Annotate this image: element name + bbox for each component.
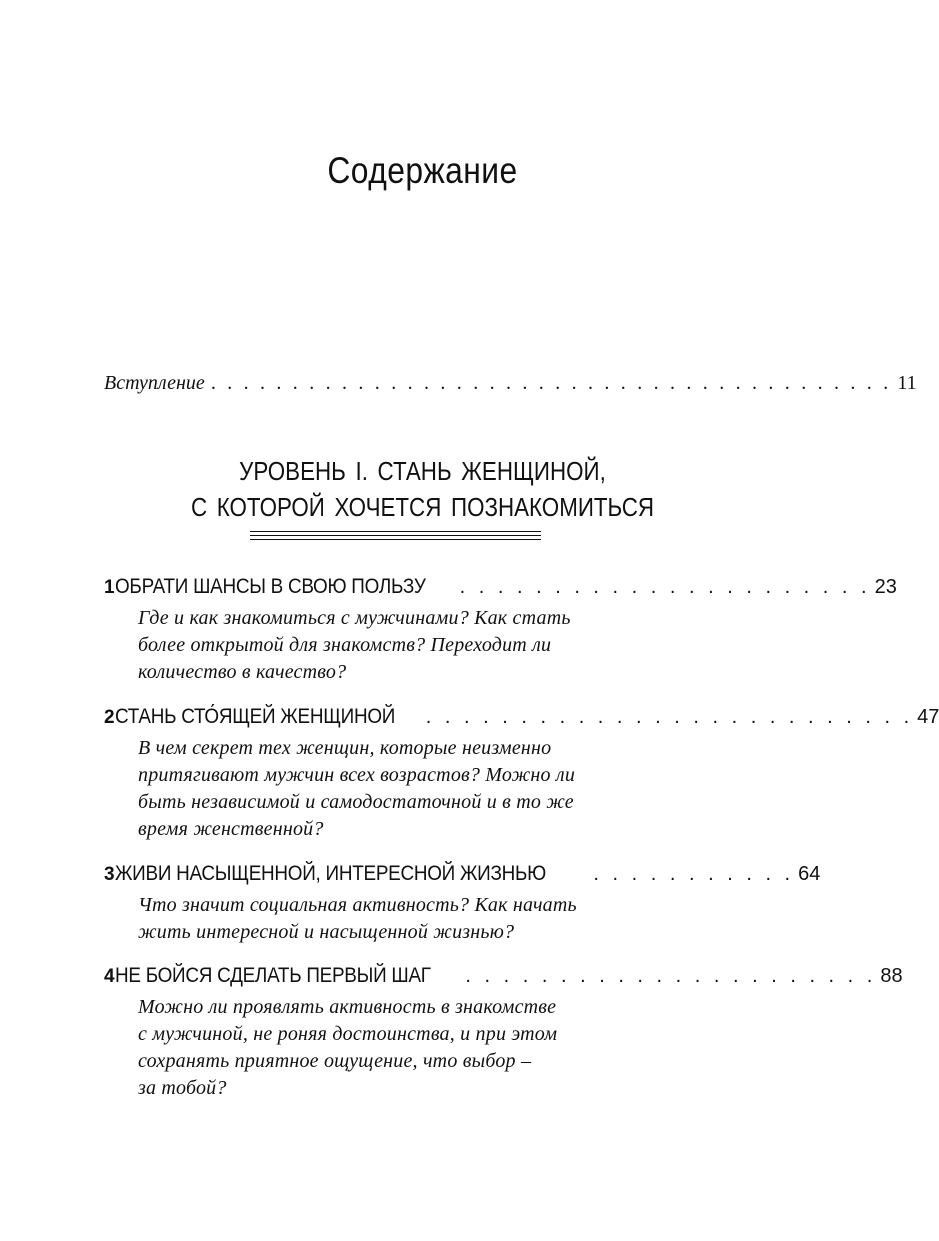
chapter-description <box>138 892 658 946</box>
chapter-number: 1 <box>104 577 115 598</box>
description-line: притягивают мужчин всех возрастов? Можно ли <box>138 764 576 786</box>
chapter-description <box>138 605 658 686</box>
description-line: более открытой для знакомств? Переходит ли <box>138 634 552 656</box>
toc-chapter-4[interactable] <box>104 964 903 1102</box>
chapter-page-number: 23 <box>874 576 897 598</box>
chapter-title: ОБРАТИ ШАНСЫ В СВОЮ ПОЛЬЗУ <box>114 575 426 598</box>
dot-leader: . . . . . . . . . . . . . . . . . . . . . . <box>465 965 877 987</box>
description-line: Где и как знакомиться с мужчинами? Как стать <box>138 607 571 629</box>
chapter-number: 4 <box>104 966 115 987</box>
chapter-page-number: 88 <box>880 965 903 987</box>
dot-leader: . . . . . . . . . . . . . . . . . . . . . . . . . . . . . . . . . . . . . . . . . . <box>210 372 892 394</box>
chapter-heading <box>104 964 903 994</box>
divider-rule <box>250 539 541 540</box>
description-line: сохранять приятное ощущение, что выбор – <box>138 1050 532 1072</box>
toc-page-number: 11 <box>897 372 917 394</box>
chapter-number: 2 <box>104 707 115 728</box>
divider-rule <box>250 531 541 532</box>
chapter-description <box>138 994 658 1102</box>
chapter-page-number: 47 <box>917 706 939 728</box>
chapter-number: 3 <box>104 864 115 885</box>
chapter-page-number: 64 <box>798 863 821 885</box>
description-line: количество в качество? <box>138 661 347 683</box>
dot-leader: . . . . . . . . . . . . . . . . . . . . . . <box>459 576 871 598</box>
chapter-title: СТАНЬ СТО́ЯЩЕЙ ЖЕНЩИНОЙ <box>114 705 395 728</box>
level-heading-line: С КОТОРОЙ ХОЧЕТСЯ ПОЗНАКОМИТЬСЯ <box>190 492 655 522</box>
toc-chapter-3[interactable] <box>104 862 821 946</box>
toc-chapter-1[interactable] <box>104 575 897 686</box>
description-line: Можно ли проявлять активность в знакомстве <box>138 996 557 1018</box>
toc-entry-intro[interactable] <box>104 372 917 402</box>
level-heading <box>59 453 786 525</box>
divider-rule <box>250 535 541 536</box>
description-line: за тобой? <box>138 1077 227 1099</box>
dot-leader: . . . . . . . . . . . <box>593 863 795 885</box>
toc-entry-label: Вступление <box>104 372 205 394</box>
description-line: Что значит социальная активность? Как начать <box>138 894 577 916</box>
level-heading-line: УРОВЕНЬ I. СТАНЬ ЖЕНЩИНОЙ, <box>239 456 606 486</box>
description-line: быть независимой и самодостаточной и в то же <box>138 791 574 813</box>
description-line: с мужчиной, не роняя достоинства, и при этом <box>138 1023 558 1045</box>
page-title: Содержание <box>327 150 518 191</box>
chapter-title: НЕ БОЙСЯ СДЕЛАТЬ ПЕРВЫЙ ШАГ <box>114 964 431 987</box>
chapter-description <box>138 735 658 843</box>
dot-leader: . . . . . . . . . . . . . . . . . . . . . . . . . . <box>425 706 914 728</box>
chapter-heading <box>104 862 821 892</box>
description-line: жить интересной и насыщенной жизнью? <box>138 921 515 943</box>
chapter-heading <box>104 705 939 735</box>
chapter-heading <box>104 575 897 605</box>
description-line: время женственной? <box>138 818 324 840</box>
chapter-title: ЖИВИ НАСЫЩЕННОЙ, ИНТЕРЕСНОЙ ЖИЗНЬЮ <box>114 862 546 885</box>
toc-chapter-2[interactable] <box>104 705 939 843</box>
description-line: В чем секрет тех женщин, которые неизменно <box>138 737 552 759</box>
